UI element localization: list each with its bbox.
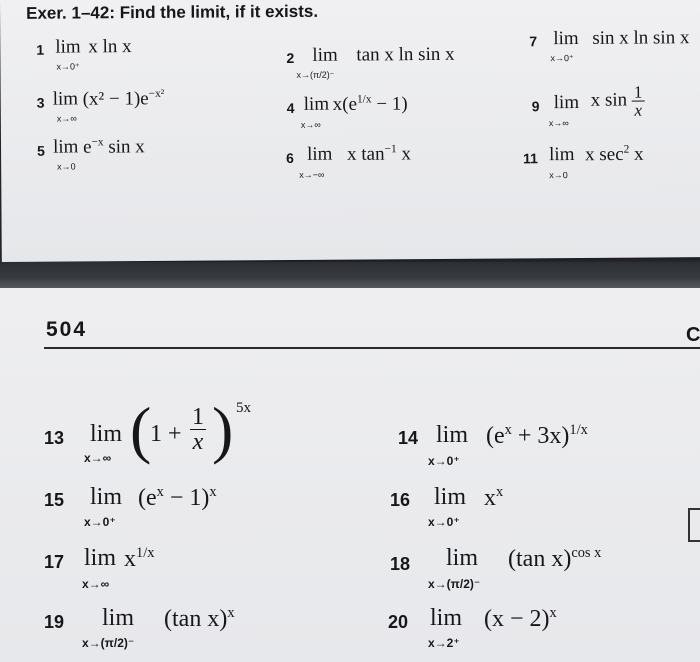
limit-expression: $(e^x - 1)^x$	[138, 484, 217, 511]
limit-operator: lim	[434, 484, 467, 510]
limit-operator: lim	[312, 44, 338, 66]
limit-expression: x sin $\frac{1}{x}$	[591, 84, 645, 119]
exercise-number: 2	[286, 49, 295, 67]
limit-subscript: x→(π/2)⁻	[428, 577, 481, 591]
limit-operator: lim	[553, 27, 579, 50]
edge-box-mark	[688, 508, 700, 542]
limit-operator: lim	[102, 605, 135, 631]
limit-expression: x ln x	[88, 36, 132, 58]
limit-operator: lim	[553, 91, 580, 114]
limit-subscript: x→0	[549, 170, 568, 181]
exercise-number: 15	[44, 490, 65, 510]
limit-operator: lim	[90, 421, 123, 447]
exercise-number: 9	[531, 98, 540, 115]
exercise-number: 18	[390, 554, 411, 574]
exercise-heading: Exer. 1–42: Find the limit, if it exists.	[26, 1, 319, 23]
limit-operator: lim	[446, 545, 479, 571]
limit-expression: x $\tan^{-1} x$	[347, 143, 412, 165]
page-header-rule	[44, 347, 700, 349]
exercise-number: 16	[390, 490, 411, 510]
limit-operator: lim	[52, 88, 79, 110]
limit-subscript: x→∞	[56, 113, 77, 124]
exercise-number: 19	[44, 612, 65, 632]
limit-subscript: x→∞	[548, 118, 569, 129]
limit-expression: tan x ln sin x	[356, 43, 455, 66]
exercise-number: 13	[44, 428, 65, 448]
limit-subscript: x→0⁺	[550, 52, 574, 64]
limit-operator: lim	[84, 545, 117, 571]
limit-operator: lim	[52, 136, 79, 158]
right-paren: )	[212, 394, 234, 465]
exercise-number: 1	[36, 41, 45, 58]
limit-subscript: x→∞	[82, 577, 110, 591]
limit-operator: lim	[55, 36, 81, 58]
limit-subscript: x→0⁺	[56, 61, 80, 72]
limit-subscript: x→∞	[300, 119, 321, 130]
exercise-number: 6	[286, 149, 294, 167]
limit-expression: (tan x)$^{cos x}$	[508, 545, 602, 572]
limit-expression: $(x^2 - 1)e^{-x^2}$	[82, 87, 165, 110]
limit-expression: $(x - 2)^x$	[484, 605, 557, 632]
limit-expression: $x^{1/x}$	[124, 545, 155, 572]
limit-subscript: x→0⁺	[84, 515, 116, 529]
limit-subscript: x→−∞	[299, 169, 325, 180]
exercise-number: 4	[286, 99, 295, 117]
limit-operator: lim	[436, 422, 469, 448]
limit-operator: lim	[307, 143, 333, 165]
limit-operator: lim	[430, 605, 463, 631]
limit-subscript: x→0⁺	[428, 515, 460, 529]
page-number: 504	[46, 318, 88, 341]
limit-fraction: $\frac{1}{x}$	[192, 404, 204, 455]
limit-expression: (tan x)$^x$	[164, 605, 235, 632]
limit-subscript: x→(π/2)⁻	[82, 636, 135, 650]
limit-expression: x $\sec^2 x$	[585, 143, 644, 166]
limit-expression-lead: 1 +	[150, 421, 182, 447]
exercise-number: 14	[398, 428, 419, 448]
left-paren: (	[130, 394, 152, 465]
edge-letter: C	[686, 324, 700, 346]
limit-expression: $(e^x + 3x)^{1/x}$	[486, 422, 588, 449]
exercise-number: 20	[388, 612, 409, 632]
limit-operator: lim	[90, 484, 123, 510]
page-gap-shadow	[0, 262, 700, 288]
limit-expression: $e^{-x}$ sin x	[82, 136, 145, 158]
limit-subscript: x→∞	[84, 451, 112, 465]
exercise-number: 17	[44, 552, 65, 572]
limit-expression: sin x ln sin x	[592, 27, 690, 49]
exercise-number: 5	[36, 142, 45, 159]
limit-expression: $x(e^{1/x} - 1)$	[332, 93, 408, 116]
exercise-number: 7	[529, 33, 538, 50]
limit-subscript: x→0⁺	[428, 454, 460, 468]
limit-subscript: x→(π/2)⁻	[296, 69, 335, 80]
limit-subscript: x→2⁺	[428, 636, 460, 650]
limit-operator: lim	[303, 93, 330, 115]
limit-subscript: x→0	[57, 161, 76, 172]
top-page	[0, 0, 700, 262]
limit-operator: lim	[549, 143, 575, 166]
exercise-number: 3	[36, 94, 45, 111]
exercise-number: 11	[523, 150, 538, 167]
limit-expression: $x^x$	[484, 484, 504, 511]
limit-exponent: 5x	[236, 400, 251, 416]
